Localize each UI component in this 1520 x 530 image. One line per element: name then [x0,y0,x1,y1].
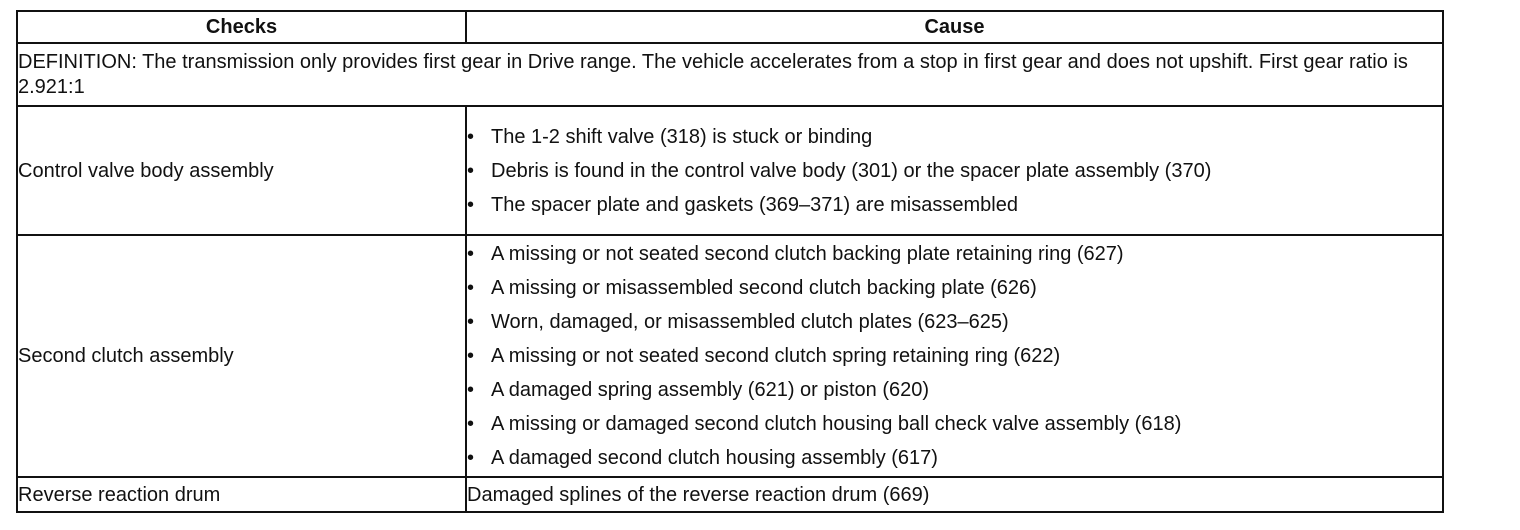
bullet-icon: • [467,193,475,216]
cause-item [467,193,1442,217]
bullet-icon: • [467,345,475,367]
bullet-icon: • [467,379,475,401]
table-row [17,106,1443,235]
definition-text: DEFINITION: The transmission only provides first gear in Drive range. The vehicle accelerates from a stop in first gear and does not upshift. First gear ratio is 2.921:1 [17,43,1443,106]
cause-text: Worn, damaged, or misassembled clutch plates (623–625) [491,311,1009,333]
bullet-icon: • [467,125,475,148]
cause-item [467,412,1442,436]
cause-item [467,276,1442,300]
check-cell: Control valve body assembly [17,106,466,235]
table-row [17,477,1443,512]
cause-text: A missing or not seated second clutch spring retaining ring (622) [491,345,1061,367]
cause-item [467,310,1442,334]
cause-text: A damaged spring assembly (621) or piston (620) [491,379,930,401]
cause-cell [466,106,1443,235]
diagnostic-table [16,10,1444,513]
cause-list [467,125,1442,217]
cause-item [467,344,1442,368]
cause-text: A missing or damaged second clutch housing ball check valve assembly (618) [491,413,1182,435]
checks-column-header: Checks [17,11,466,43]
bullet-icon: • [467,311,475,333]
cause-cell [466,235,1443,477]
cause-item [467,125,1442,149]
cause-text: The spacer plate and gaskets (369–371) are misassembled [491,193,1018,216]
bullet-icon: • [467,413,475,435]
cause-item [467,446,1442,470]
bullet-icon: • [467,277,475,299]
definition-row [17,43,1443,106]
table-row [17,235,1443,477]
check-cell: Reverse reaction drum [17,477,466,512]
cause-text: A missing or misassembled second clutch backing plate (626) [491,277,1037,299]
cause-text: A missing or not seated second clutch backing plate retaining ring (627) [491,243,1124,265]
cause-cell: Damaged splines of the reverse reaction drum (669) [466,477,1443,512]
bullet-icon: • [467,243,475,265]
cause-text: A damaged second clutch housing assembly (617) [491,447,938,469]
cause-list [467,242,1442,470]
cause-item [467,378,1442,402]
cause-item [467,159,1442,183]
cause-item [467,242,1442,266]
bullet-icon: • [467,159,475,182]
cause-text: The 1-2 shift valve (318) is stuck or binding [491,125,873,148]
cause-text: Debris is found in the control valve body (301) or the spacer plate assembly (370) [491,159,1212,182]
cause-column-header: Cause [466,11,1443,43]
check-cell: Second clutch assembly [17,235,466,477]
bullet-icon: • [467,447,475,469]
header-row [17,11,1443,43]
